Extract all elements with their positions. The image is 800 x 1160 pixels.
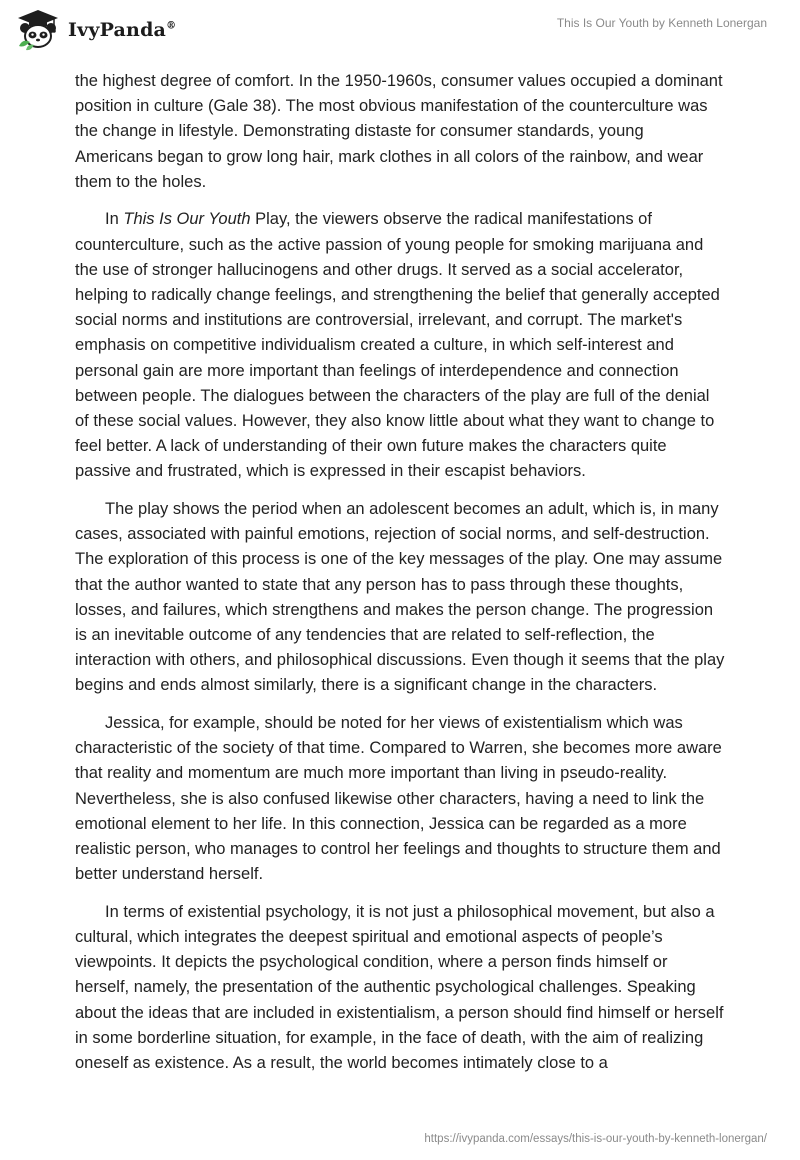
paragraph-4: Jessica, for example, should be noted for her views of existentialism which was characteristic of the society of that time. Compared to Warren, she becomes more aware that reality and momentum are much more important than living in pseudo-reality. Nevertheless, she is also confused likewise other characters, having a need to link the emotional element to her life. In this connection, Jessica can be regarded as a more realistic person, who manages to control her feelings and thoughts to structure them and better understand herself.: [75, 714, 722, 884]
essay-body: [75, 69, 725, 1089]
paragraph-5: In terms of existential psychology, it is not just a philosophical movement, but also a cultural, which integrates the deepest spiritual and emotional aspects of people’s viewpoints. It depicts the psychological condition, where a person finds himself or herself, namely, the presentation of the authentic psychological challenges. Speaking about the ideas that are included in existentialism, a person should find himself or herself in some borderline situation, for example, in the face of death, with the aim of realizing oneself as existence. As a result, the world becomes intimately close to a: [75, 902, 724, 1073]
page-header: [0, 0, 800, 64]
paragraph-1: the highest degree of comfort. In the 1950-1960s, consumer values occupied a dominant position in culture (Gale 38). The most obvious manifestation of the counterculture was the change in lifestyle. Demonstrating distaste for consumer standards, young Americans began to grow long hair, mark clothes in all colors of the rainbow, and wear them to the holes.: [75, 72, 723, 191]
panda-graduate-icon: [14, 8, 62, 52]
source-url[interactable]: https://ivypanda.com/essays/this-is-our-youth-by-kenneth-lonergan/: [424, 1133, 767, 1145]
ivypanda-logo[interactable]: [14, 8, 176, 52]
brand-name: IvyPanda®: [68, 19, 177, 41]
play-title: This Is Our Youth: [123, 210, 251, 229]
running-title: This Is Our Youth by Kenneth Lonergan: [556, 16, 767, 30]
paragraph-3: The play shows the period when an adolescent becomes an adult, which is, in many cases, associated with painful emotions, rejection of social norms, and self-destruction. The exploration of this process is one of the key messages of the play. One may assume that the author wanted to state that any person has to pass through these thoughts, losses, and failures, which strengthens and makes the person change. The progression is an inevitable outcome of any tendencies that are related to self-reflection, the interaction with others, and philosophical discussions. Even though it seems that the play begins and ends almost similarly, there is a significant change in the characters.: [75, 500, 725, 695]
paragraph-2: In This Is Our Youth Play, the viewers observe the radical manifestations of counterculture, such as the active passion of young people for smoking marijuana and the use of stronger hallucinogens and other drugs. It served as a social accelerator, helping to radically change feelings, and strengthening the belief that generally accepted social norms and institutions are controversial, irrelevant, and corrupt. The market's emphasis on competitive individualism created a culture, in which self-interest and personal gain are more important than feelings of interdependence and connection between people. The dialogues between the characters of the play are full of the denial of these social values. However, they also know little about what they want to change to feel better. A lack of understanding of their own future makes the characters quite passive and frustrated, which is expressed in their escapist behaviors.: [75, 210, 720, 481]
